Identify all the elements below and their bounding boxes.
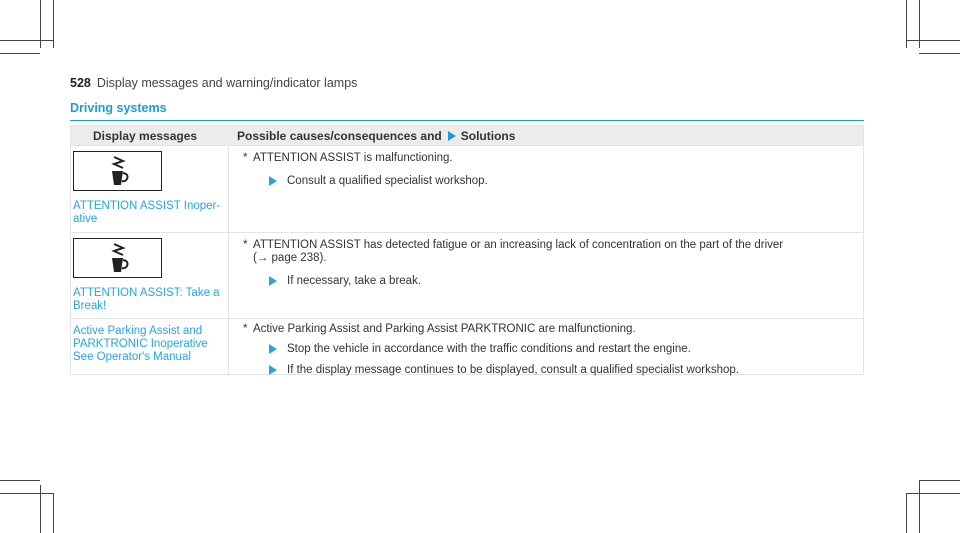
cause-item — [243, 239, 863, 265]
display-message: ATTENTION ASSIST Inoper- ative — [73, 200, 221, 225]
cause-cell — [229, 146, 863, 232]
solution-item — [269, 275, 863, 288]
crop-mark — [906, 40, 960, 41]
cause-text-line: ATTENTION ASSIST has detected fatigue or an increasing lack of concentration on the part of the driver — [253, 239, 784, 251]
display-message: Active Parking Assist and PARKTRONIC Inoperative See Operator's Manual — [73, 325, 208, 363]
message-cell — [71, 233, 229, 318]
cause-marker: * — [243, 152, 248, 164]
crop-mark — [906, 493, 960, 494]
crop-mark — [919, 480, 960, 481]
crop-mark — [0, 493, 53, 494]
table-row — [71, 232, 863, 318]
running-header — [70, 76, 357, 90]
header-display-messages: Display messages — [93, 128, 198, 143]
cause-item — [243, 323, 863, 336]
message-cell — [71, 319, 229, 374]
solution-item — [269, 343, 863, 356]
solution-text: If necessary, take a break. — [287, 275, 422, 287]
crop-mark — [0, 53, 40, 54]
crop-mark — [919, 480, 920, 533]
crop-mark — [0, 480, 40, 481]
cause-item — [243, 152, 863, 165]
crop-mark — [53, 0, 54, 48]
header-causes-label: Possible causes/consequences and — [237, 128, 442, 143]
solution-arrow-icon — [448, 131, 456, 141]
cause-cell — [229, 319, 863, 374]
cause-text: Active Parking Assist and Parking Assist PARKTRONIC are malfunctioning. — [253, 323, 636, 335]
solution-arrow-icon — [269, 176, 277, 186]
solution-text: Consult a qualified specialist workshop. — [287, 175, 488, 187]
running-title: Display messages and warning/indicator lamps — [96, 76, 358, 90]
page-reference[interactable]: (→ page 238). — [253, 252, 327, 264]
solution-item — [269, 175, 863, 188]
coffee-cup-icon — [73, 151, 162, 191]
coffee-cup-icon — [73, 238, 162, 278]
table-row — [71, 145, 863, 232]
section-title: Driving systems — [70, 101, 864, 121]
crop-mark — [53, 493, 54, 533]
crop-mark — [0, 40, 53, 41]
messages-table — [70, 125, 864, 375]
solution-arrow-icon — [269, 365, 277, 375]
crop-mark — [906, 493, 907, 533]
table-header — [71, 126, 863, 145]
page-number: 528 — [70, 76, 91, 90]
cause-marker: * — [243, 323, 248, 335]
solution-text: If the display message continues to be displayed, consult a qualified specialist workshop. — [287, 364, 739, 376]
message-cell — [71, 146, 229, 232]
solution-arrow-icon — [269, 344, 277, 354]
table-row — [71, 318, 863, 374]
cause-marker: * — [243, 239, 248, 251]
header-causes-solutions — [229, 129, 863, 143]
solution-text: Stop the vehicle in accordance with the traffic conditions and restart the engine. — [287, 343, 691, 355]
cause-cell — [229, 233, 863, 318]
crop-mark — [919, 53, 960, 54]
cause-text — [253, 239, 783, 265]
solution-item — [269, 364, 863, 377]
display-message: ATTENTION ASSIST: Take a Break! — [73, 287, 220, 312]
solution-arrow-icon — [269, 276, 277, 286]
header-solutions-label: Solutions — [460, 128, 516, 143]
cause-text: ATTENTION ASSIST is malfunctioning. — [253, 152, 453, 164]
